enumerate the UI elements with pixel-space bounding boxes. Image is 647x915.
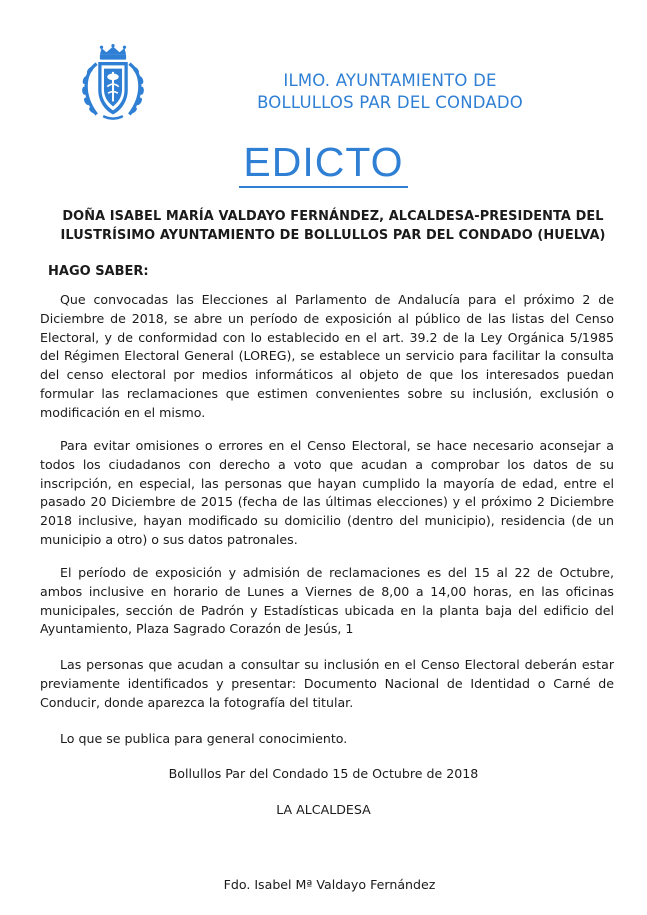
document-title <box>0 140 647 188</box>
municipal-crest-icon <box>72 44 154 126</box>
document-title-text: EDICTO <box>239 140 407 188</box>
issuer-heading <box>43 207 623 245</box>
paragraph-2: Para evitar omisiones o errores en el Censo Electoral, se hace necesario aconsejar a todos los ciudadanos con derecho a voto que acudan a comprobar los datos de su inscripción, en especial, las personas que hayan cumplido la mayoría de edad, entre el pasado 20 Diciembre de 2015 (fecha de las últimas elecciones) y el próximo 2 Diciembre 2018 inclusive, hayan modificado su domicilio (dentro del municipio), residencia (de un municipio a otro) o sus datos patronales. <box>40 438 614 547</box>
org-line-1: ILMO. AYUNTAMIENTO DE <box>283 71 497 90</box>
signature-line: Fdo. Isabel Mª Valdayo Fernández <box>223 877 436 892</box>
hago-saber-label: HAGO SABER: <box>48 264 149 279</box>
signatory-role: LA ALCALDESA <box>276 802 371 817</box>
paragraph-3: El período de exposición y admisión de reclamaciones es del 15 al 22 de Octubre, ambos inclusive en horario de Lunes a Viernes de 8,00 a 14,00 horas, en las oficinas municipales, sección de Padrón y Estadísticas ubicada en la planta baja del edificio del Ayuntamiento, Plaza Sagrado Corazón de Jesús, 1 <box>40 565 614 637</box>
paragraph-1: Que convocadas las Elecciones al Parlamento de Andalucía para el próximo 2 de Diciembre de 2018, se abre un período de exposición al público de las listas del Censo Electoral, y de conformidad con lo establecido en el art. 39.2 de la Ley Orgánica 5/1985 del Régimen Electoral General (LOREG), se establece un servicio para facilitar la consulta del censo electoral por medios informáticos al objeto de que los interesados puedan formular las reclamaciones que estimen convenientes sobre su inclusión, exclusión o modificación en el mismo. <box>40 292 614 420</box>
issuer-heading-line-1: DOÑA ISABEL MARÍA VALDAYO FERNÁNDEZ, ALCALDESA-PRESIDENTA DEL <box>62 209 604 224</box>
organization-name <box>225 70 555 114</box>
paragraph-5: Lo que se publica para general conocimiento. <box>60 731 348 746</box>
issuer-heading-line-2: ILUSTRÍSIMO AYUNTAMIENTO DE BOLLULLOS PAR DEL CONDADO (HUELVA) <box>60 228 606 243</box>
place-date: Bollullos Par del Condado 15 de Octubre de 2018 <box>168 766 479 781</box>
paragraph-4: Las personas que acudan a consultar su inclusión en el Censo Electoral deberán estar previamente identificados y presentar: Documento Nacional de Identidad o Carné de Conducir, donde aparezca la fotografía del titular. <box>40 657 614 710</box>
org-line-2: BOLLULLOS PAR DEL CONDADO <box>257 93 523 112</box>
